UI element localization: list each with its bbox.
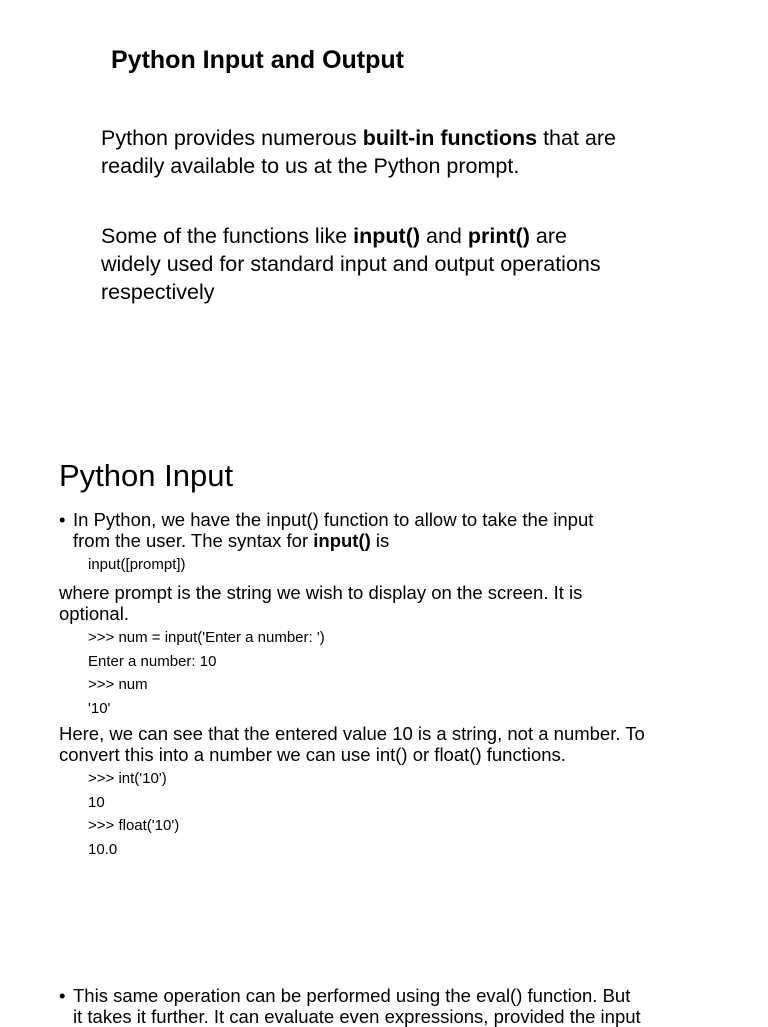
string-explanation: Here, we can see that the entered value 10 is a string, not a number. To convert this into a number we can use int() or float() functions.	[59, 723, 645, 765]
bullet-dot: •	[59, 509, 66, 530]
code-line: 10	[88, 793, 105, 811]
code-line: '10'	[88, 699, 111, 717]
syntax-line: input([prompt])	[88, 556, 186, 573]
intro-line-1: Python provides numerous built-in functions that are	[101, 126, 616, 150]
code-line: >>> int('10')	[88, 770, 167, 787]
section-heading: Python Input	[59, 458, 234, 493]
functions-line-2: widely used for standard input and output operations	[101, 252, 601, 276]
bullet-input-function: • In Python, we have the input() function to allow to take the input from the user. The syntax for input() is	[59, 509, 594, 551]
page-title: Python Input and Output	[111, 46, 404, 74]
intro-paragraph	[101, 124, 616, 180]
functions-line-3: respectively	[101, 280, 215, 304]
intro-line-2: readily available to us at the Python prompt.	[101, 154, 520, 178]
code-line: Enter a number: 10	[88, 652, 217, 670]
code-line: 10.0	[88, 840, 118, 858]
code-line: >>> float('10')	[88, 817, 180, 834]
code-line: >>> num	[88, 676, 148, 693]
code-block-conversion	[88, 767, 179, 861]
bullet-dot: •	[59, 985, 66, 1006]
bullet-eval-function: • This same operation can be performed using the eval() function. But it takes it further. It can evaluate even expressions, provided the input	[59, 985, 641, 1027]
code-line: >>> num = input('Enter a number: ')	[88, 629, 325, 646]
prompt-description: where prompt is the string we wish to display on the screen. It is optional.	[59, 582, 583, 624]
functions-line-1: Some of the functions like input() and print() are	[101, 224, 568, 248]
code-block-input	[88, 626, 325, 720]
functions-paragraph	[101, 222, 601, 306]
